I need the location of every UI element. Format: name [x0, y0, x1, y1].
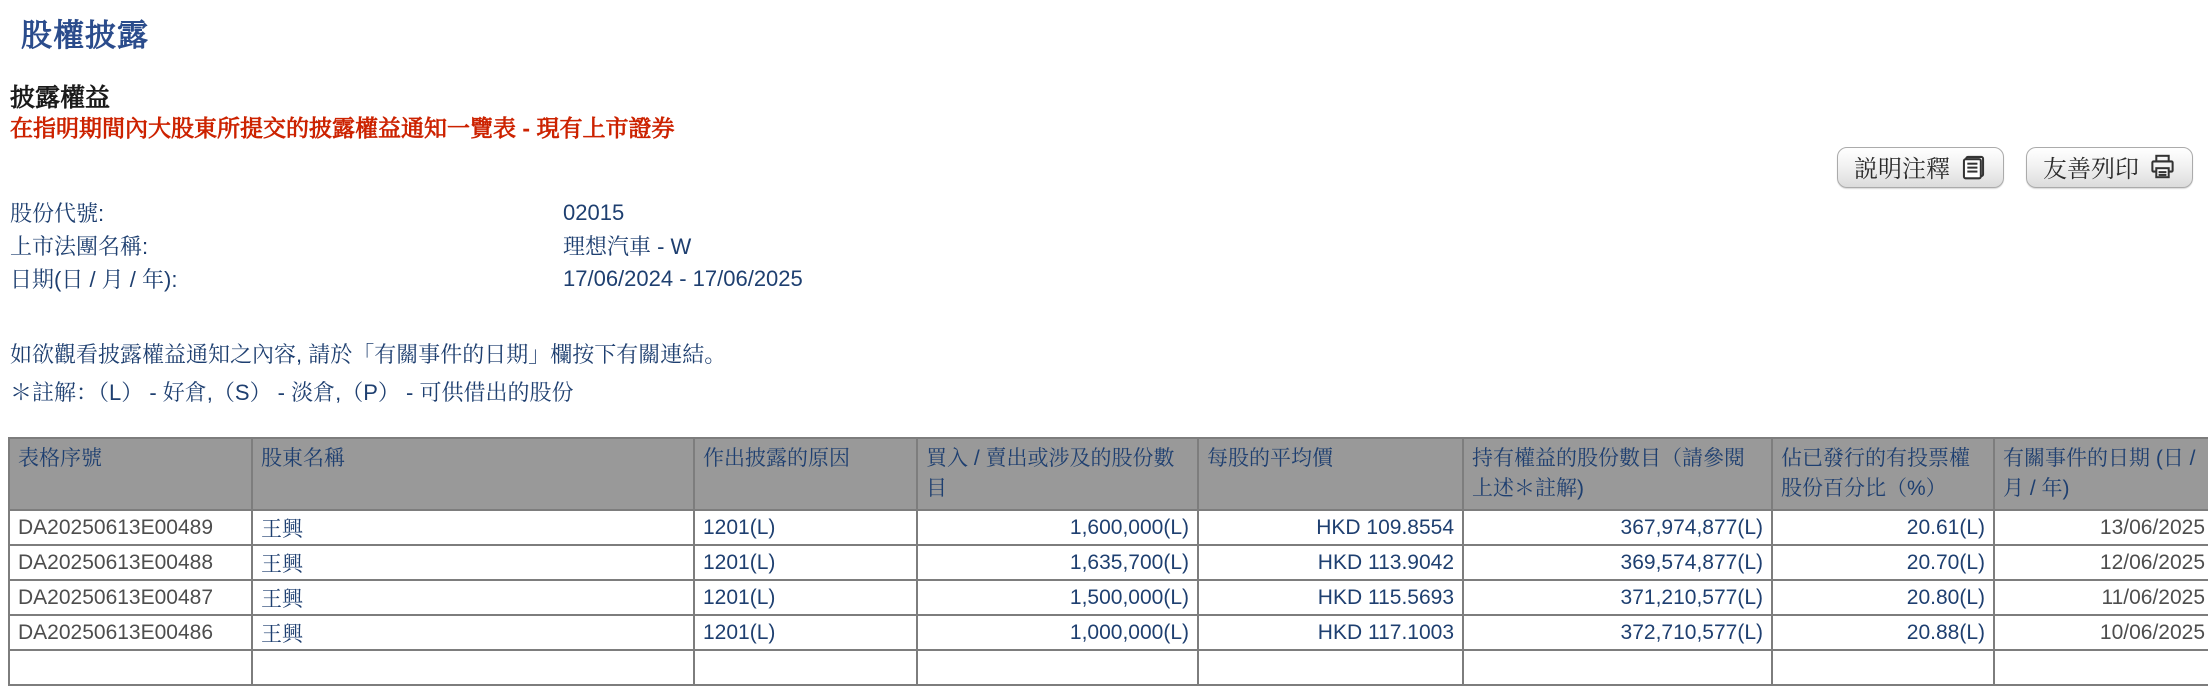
print-friendly-button[interactable]	[2026, 147, 2193, 188]
position-legend: ＊註解：（L） - 好倉,（S） - 淡倉,（P） - 可供借出的股份	[10, 380, 574, 405]
cell-shares-interested: 371,210,577(L)	[1463, 580, 1772, 615]
table-row	[9, 615, 2208, 650]
cell-shareholder-name-link[interactable]: 王興	[252, 580, 694, 615]
cell-relevant-event-date-link[interactable]: 10/06/2025	[1994, 615, 2208, 650]
view-notice-instruction: 如欲觀看披露權益通知之內容, 請於「有關事件的日期」欄按下有關連結。	[10, 342, 727, 367]
printer-icon	[2149, 153, 2176, 180]
corporation-name-label: 上市法團名稱:	[10, 234, 149, 259]
cell-average-price: HKD 113.9042	[1198, 545, 1463, 580]
page-title: 股權披露	[21, 18, 149, 53]
stock-code-label: 股份代號:	[10, 201, 105, 226]
stock-code-row	[10, 196, 803, 229]
cell-shares-involved: 1,635,700(L)	[917, 545, 1198, 580]
cell-disclosure-reason: 1201(L)	[694, 510, 917, 545]
col-header-shares-involved: 買入 / 賣出或涉及的股份數目	[917, 438, 1198, 510]
table-row-partial	[9, 650, 2208, 685]
cell-disclosure-reason: 1201(L)	[694, 545, 917, 580]
cell-relevant-event-date-link[interactable]: 13/06/2025	[1994, 510, 2208, 545]
disclosure-table-container	[8, 437, 2208, 686]
toolbar	[1837, 147, 2193, 188]
cell-average-price: HKD 117.1003	[1198, 615, 1463, 650]
cell-average-price: HKD 109.8554	[1198, 510, 1463, 545]
col-header-shareholder-name: 股東名稱	[252, 438, 694, 510]
cell-shareholder-name-link[interactable]: 王興	[252, 510, 694, 545]
print-friendly-button-label: 友善列印	[2043, 156, 2139, 183]
date-range-label: 日期(日 / 月 / 年):	[10, 267, 178, 292]
cell-percentage-voting: 20.80(L)	[1772, 580, 1994, 615]
col-header-percentage-voting: 佔已發行的有投票權股份百分比（%）	[1772, 438, 1994, 510]
cell-percentage-voting: 20.61(L)	[1772, 510, 1994, 545]
table-row	[9, 580, 2208, 615]
cell-form-serial: DA20250613E00488	[9, 545, 252, 580]
col-header-form-serial: 表格序號	[9, 438, 252, 510]
cell-relevant-event-date-link[interactable]: 12/06/2025	[1994, 545, 2208, 580]
cell-shares-involved: 1,500,000(L)	[917, 580, 1198, 615]
cell-form-serial: DA20250613E00486	[9, 615, 252, 650]
cell-shares-interested: 367,974,877(L)	[1463, 510, 1772, 545]
date-range-row	[10, 262, 803, 295]
cell-shares-involved: 1,600,000(L)	[917, 510, 1198, 545]
explanatory-notes-button-label: 説明注釋	[1854, 156, 1950, 183]
cell-shareholder-name-link[interactable]: 王興	[252, 545, 694, 580]
cell-disclosure-reason: 1201(L)	[694, 615, 917, 650]
cell-relevant-event-date-link[interactable]: 11/06/2025	[1994, 580, 2208, 615]
cell-average-price: HKD 115.5693	[1198, 580, 1463, 615]
memo-icon	[1960, 153, 1987, 180]
cell-form-serial: DA20250613E00489	[9, 510, 252, 545]
section-title: 披露權益	[10, 84, 111, 112]
col-header-shares-interested: 持有權益的股份數目（請參閱上述＊註解)	[1463, 438, 1772, 510]
cell-disclosure-reason: 1201(L)	[694, 580, 917, 615]
cell-shares-involved: 1,000,000(L)	[917, 615, 1198, 650]
cell-percentage-voting: 20.70(L)	[1772, 545, 1994, 580]
cell-shares-interested: 369,574,877(L)	[1463, 545, 1772, 580]
stock-code-value: 02015	[563, 199, 625, 225]
table-header-row	[9, 438, 2208, 510]
col-header-average-price: 每股的平均價	[1198, 438, 1463, 510]
corporation-name-row	[10, 229, 803, 262]
cell-form-serial: DA20250613E00487	[9, 580, 252, 615]
cell-shareholder-name-link[interactable]: 王興	[252, 615, 694, 650]
table-row	[9, 545, 2208, 580]
cell-shares-interested: 372,710,577(L)	[1463, 615, 1772, 650]
col-header-disclosure-reason: 作出披露的原因	[694, 438, 917, 510]
corporation-name-value: 理想汽車 - W	[563, 234, 692, 259]
disclosure-table	[8, 437, 2208, 686]
col-header-relevant-event-date: 有關事件的日期 (日 / 月 / 年)	[1994, 438, 2208, 510]
table-row	[9, 510, 2208, 545]
explanatory-notes-button[interactable]	[1837, 147, 2004, 188]
list-description: 在指明期間內大股東所提交的披露權益通知一覽表 - 現有上市證券	[10, 115, 675, 141]
search-criteria	[10, 196, 803, 295]
cell-percentage-voting: 20.88(L)	[1772, 615, 1994, 650]
date-range-value: 17/06/2024 - 17/06/2025	[563, 265, 803, 291]
